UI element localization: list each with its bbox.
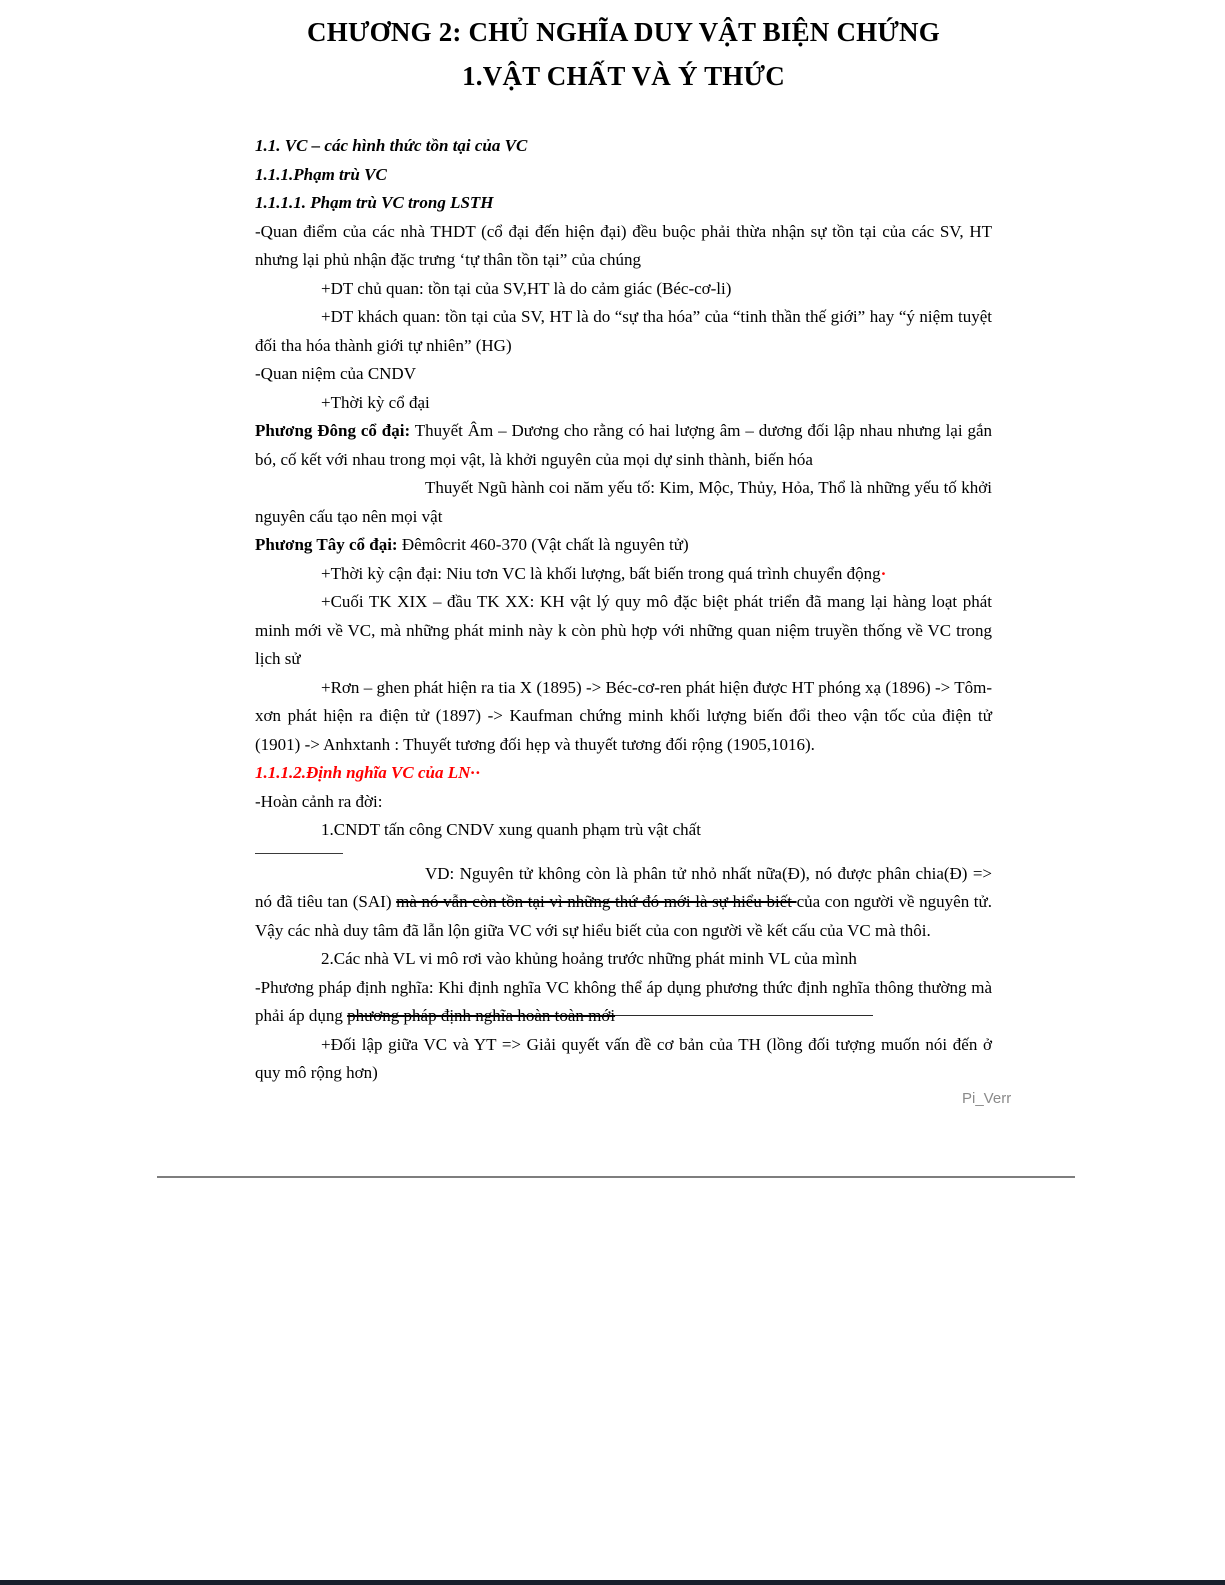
- strikethrough-extension-line: [615, 1015, 873, 1016]
- paragraph-vd: [255, 860, 992, 946]
- short-horizontal-rule: [255, 853, 343, 854]
- heading-1-1-1-2-text: 1.1.1.2.Định nghĩa VC của LN: [255, 763, 471, 782]
- phuong-tay-text: Đêmôcrit 460-370 (Vật chất là nguyên tử): [397, 535, 689, 554]
- paragraph-cuoi-tk: +Cuối TK XIX – đầu TK XX: KH vật lý quy mô đặc biệt phát triển đã mang lại hàng loạt phát minh mới về VC, mà những phát minh này k còn phù hợp với những quan niệm truyền thống về VC trong lịch sử: [255, 592, 992, 668]
- chapter-title-line2: 1.VẬT CHẤT VÀ Ý THỨC: [462, 61, 785, 91]
- vd-text-post: của con người về nguyên tử. Vậy các nhà duy tâm đã lẫn lộn giữa VC với sự hiểu biết của con người về kết cấu của VC mà thôi.: [255, 892, 992, 940]
- heading-1-1: 1.1. VC – các hình thức tồn tại của VC: [255, 136, 528, 155]
- paragraph-phuong-tay: [255, 531, 992, 560]
- heading-1-1-1-1: 1.1.1.1. Phạm trù VC trong LSTH: [255, 193, 494, 212]
- paragraph-hoan-canh: -Hoàn cảnh ra đời:: [255, 791, 383, 811]
- vd-text-pre: VD: Nguyên tử không còn là phân tử nhỏ nhất nữa(Đ), nó được phân chia(Đ) => nó đã tiêu tan (SAI): [255, 863, 992, 911]
- paragraph-phuong-dong: [255, 417, 992, 474]
- pp-text-pre: -Phương pháp định nghĩa: Khi định nghĩa VC không thể áp dụng phương thức định nghĩa thông thường mà phải áp dụng: [255, 977, 992, 1025]
- phuong-tay-label: Phương Tây cổ đại:: [255, 535, 398, 554]
- phuong-dong-text: Thuyết Âm – Dương cho rằng có hai lượng âm – dương đối lập nhau nhưng lại gắn bó, cố kết với nhau trong mọi vật, là khởi nguyên của mọi dự sinh thành, biến hóa: [255, 421, 992, 469]
- heading-1-1-1: 1.1.1.Phạm trù VC: [255, 164, 387, 184]
- vd-strikethrough-text: mà nó vẫn còn tồn tại vì những thứ đó mới là sự hiểu biết: [396, 892, 797, 911]
- paragraph-phuong-phap: [255, 974, 992, 1031]
- phuong-dong-label: Phương Đông cổ đại:: [255, 421, 411, 440]
- paragraph-cndt: 1.CNDT tấn công CNDV xung quanh phạm trù vật chất: [321, 820, 701, 839]
- bottom-edge-bar: [0, 1580, 1225, 1585]
- heading-1-1-1-2: [255, 759, 992, 788]
- document-body: [255, 132, 992, 1088]
- watermark-label: Pi_Verr: [962, 1090, 1012, 1107]
- paragraph-dt-chu-quan: +DT chủ quan: tồn tại của SV,HT là do cảm giác (Béc-cơ-li): [321, 278, 732, 298]
- paragraph-ngu-hanh: Thuyết Ngũ hành coi năm yếu tố: Kim, Mộc, Thủy, Hỏa, Thổ là những yếu tố khởi nguyên cấu tạo nên mọi vật: [255, 478, 992, 526]
- page-divider-line: [157, 1176, 1075, 1178]
- can-dai-text: +Thời kỳ cận đại: Niu tơn VC là khối lượng, bất biến trong quá trình chuyển động: [321, 563, 881, 583]
- chapter-title-line1: CHƯƠNG 2: CHỦ NGHĨA DUY VẬT BIỆN CHỨNG: [307, 17, 940, 47]
- paragraph-quan-niem: -Quan niệm của CNDV: [255, 364, 416, 383]
- paragraph-dt-khach-quan: +DT khách quan: tồn tại của SV, HT là do “sự tha hóa” của “tinh thần thế giới” hay “ý niệm tuyệt đối tha hóa thành giới tự nhiên” (HG): [255, 307, 992, 355]
- paragraph-doi-lap: +Đối lập giữa VC và YT => Giải quyết vấn đề cơ bản của TH (lồng đối tượng muốn nói đến ở quy mô rộng hơn): [255, 1034, 992, 1082]
- paragraph-cac-nha-vl: 2.Các nhà VL vi mô rơi vào khủng hoảng trước những phát minh VL của mình: [321, 949, 857, 968]
- paragraph-ron-ghen: +Rơn – ghen phát hiện ra tia X (1895) -> Béc-cơ-ren phát hiện được HT phóng xạ (1896) -> Tôm-xơn phát hiện ra điện tử (1897) -> Kaufman chứng minh khối lượng biến đổi theo vận tốc của điện tử (1901) -> Anhxtanh : Thuyết tương đối hẹp và thuyết tương đối rộng (1905,1016).: [255, 677, 992, 754]
- paragraph-quan-diem: -Quan điểm của các nhà THDT (cổ đại đến hiện đại) đều buộc phải thừa nhận sự tồn tại của các SV, HT nhưng lại phủ nhận đặc trưng ‘tự thân tồn tại” của chúng: [255, 221, 992, 269]
- pp-strikethrough-text: phương pháp định nghĩa hoàn toàn mới: [347, 1006, 616, 1025]
- comment-marks-icon: ··: [470, 763, 481, 782]
- document-page: [255, 10, 992, 1088]
- revision-mark-icon: ·: [880, 563, 887, 583]
- paragraph-thoi-ky-co-dai: +Thời kỳ cổ đại: [321, 392, 430, 412]
- paragraph-can-dai: [255, 560, 992, 589]
